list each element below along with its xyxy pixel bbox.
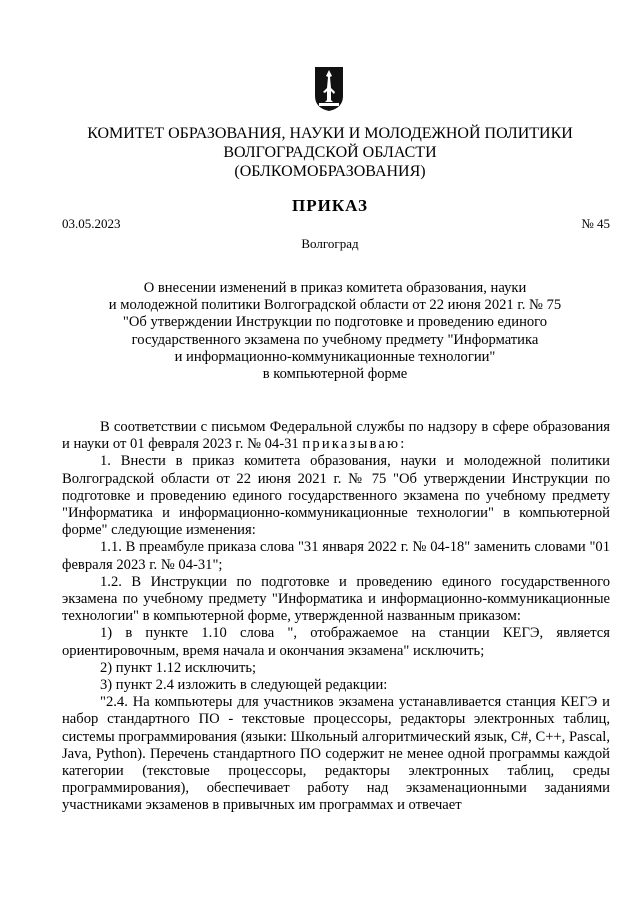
org-line-1: КОМИТЕТ ОБРАЗОВАНИЯ, НАУКИ И МОЛОДЕЖНОЙ ПОЛИТИКИ [87,125,573,142]
org-line-2: ВОЛГОГРАДСКОЙ ОБЛАСТИ [223,144,437,161]
document-number: № 45 [581,216,610,231]
paragraph-item-1-2: 1.2. В Инструкции по подготовке и проведению единого государственного экзамена по учебному предмету "Информатика и информационно-коммуникационные технологии" в компьютерной форме, утвержденной названным приказом: [62,573,610,625]
document-subject [60,280,610,383]
organization-name [40,124,620,181]
paragraph-subitem-3: 3) пункт 2.4 изложить в следующей редакции: [100,677,388,694]
subject-line-3: "Об утверждении Инструкции по подготовке и проведению единого [122,314,548,331]
document-type-title: ПРИКАЗ [292,196,368,215]
paragraph-preamble [62,419,610,453]
subject-line-1: О внесении изменений в приказ комитета образования, науки [143,280,527,296]
paragraph-subitem-2: 2) пункт 1.12 исключить; [100,659,257,676]
subject-line-4: государственного экзамена по учебному предмету "Информатика [131,331,539,348]
coat-of-arms-icon [314,66,344,112]
paragraph-item-1-1: 1.1. В преамбуле приказа слова "31 января 2022 г. № 04-18" заменить словами "01 февраля 2023 г. № 04-31"; [62,539,610,573]
paragraph-new-2-4: "2.4. На компьютеры для участников экзамена устанавливается станция КЕГЭ и набор стандартного ПО - текстовые процессоры, редакторы электронных таблиц, системы программирования (языки: Школьный алгоритмический язык, C#, C++, Pascal, Java, Python). Перечень стандартного ПО содержит не менее одной программы каждой категории (текстовые процессоры, редакторы электронных таблиц, среды программирования), обеспечивает работу над экзаменационными заданиями участниками экзаменов в привычных им программах и отвечает [62,694,610,814]
subject-line-6: в компьютерной форме [262,366,408,383]
document-city: Волгоград [301,236,359,251]
subject-line-5: и информационно-коммуникационные технологии" [174,348,496,365]
paragraph-item-1: 1. Внести в приказ комитета образования, науки и молодежной политики Волгоградской области от 22 июня 2021 г. № 75 "Об утверждении Инструкции по подготовке и проведению единого государственного экзамена по учебному предмету "Информатика и информационно-коммуникационные технологии" в компьютерной форме" следующие изменения: [62,453,610,539]
preamble-text: В соответствии с письмом Федеральной службы по надзору в сфере образования и науки от 01 февраля 2023 г. № 04-31 [62,419,610,453]
order-word: приказываю: [302,436,407,453]
paragraph-subitem-1: 1) в пункте 1.10 слова ", отображаемое на станции КЕГЭ, является ориентировочным, время начала и окончания экзамена" исключить; [62,625,610,659]
subject-line-2: и молодежной политики Волгоградской области от 22 июня 2021 г. № 75 [108,297,562,314]
document-date: 03.05.2023 [62,216,121,231]
org-line-3: (ОБЛКОМОБРАЗОВАНИЯ) [234,163,426,180]
document-body [62,419,610,815]
